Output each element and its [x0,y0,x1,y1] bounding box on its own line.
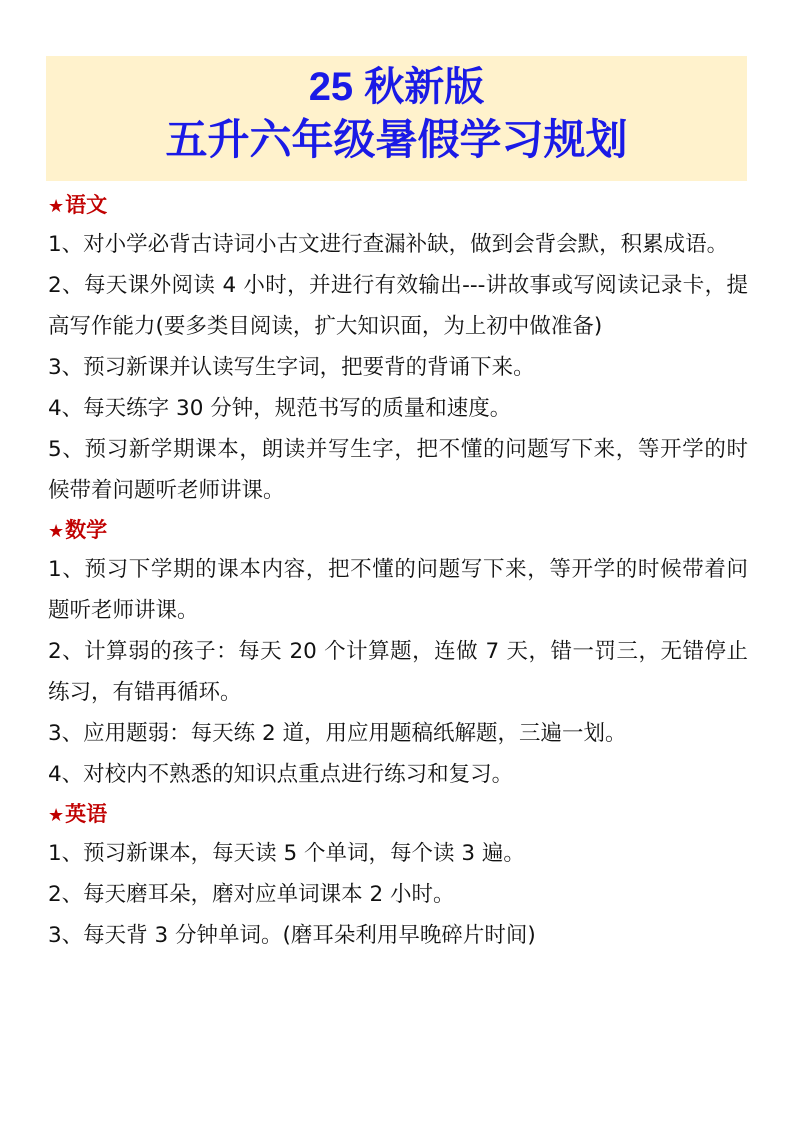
section-header-math [48,511,748,549]
title-banner [46,56,747,181]
list-item: 3、应用题弱：每天练 2 道，用应用题稿纸解题，三遍一划。 [48,721,627,746]
list-item: 3、每天背 3 分钟单词。(磨耳朵利用早晚碎片时间) [48,923,536,948]
star-icon: ★ [48,805,65,826]
title-line-2: 五升六年级暑假学习规划 [165,116,628,163]
section-english [48,795,748,956]
section-header-chinese [48,186,748,224]
star-icon: ★ [48,521,65,542]
list-item: 1、预习新课本，每天读 5 个单词，每个读 3 遍。 [48,841,525,866]
list-item: 4、对校内不熟悉的知识点重点进行练习和复习。 [48,762,514,787]
section-title: 数学 [65,518,108,542]
list-item: 1、对小学必背古诗词小古文进行查漏补缺，做到会背会默，积累成语。 [48,232,729,257]
list-item: 1、预习下学期的课本内容，把不懂的问题写下来，等开学的时候带着问题听老师讲课。 [48,557,748,623]
section-title: 英语 [65,802,108,826]
section-title: 语文 [65,193,108,217]
section-chinese [48,186,748,511]
document-body [48,186,748,956]
list-item: 4、每天练字 30 分钟，规范书写的质量和速度。 [48,396,512,421]
list-item: 5、预习新学期课本，朗读并写生字，把不懂的问题写下来，等开学的时候带着问题听老师讲课。 [48,437,748,503]
star-icon: ★ [48,196,65,217]
title-line-1: 25 秋新版 [308,65,485,109]
section-header-english [48,795,748,833]
list-item: 2、每天课外阅读 4 小时，并进行有效输出---讲故事或写阅读记录卡，提高写作能力(要多类目阅读，扩大知识面，为上初中做准备) [48,273,748,339]
list-item: 2、每天磨耳朵，磨对应单词课本 2 小时。 [48,882,455,907]
list-item: 2、计算弱的孩子：每天 20 个计算题，连做 7 天，错一罚三，无错停止练习，有错再循环。 [48,639,748,705]
section-math [48,511,748,795]
list-item: 3、预习新课并认读写生字词，把要背的背诵下来。 [48,355,535,380]
